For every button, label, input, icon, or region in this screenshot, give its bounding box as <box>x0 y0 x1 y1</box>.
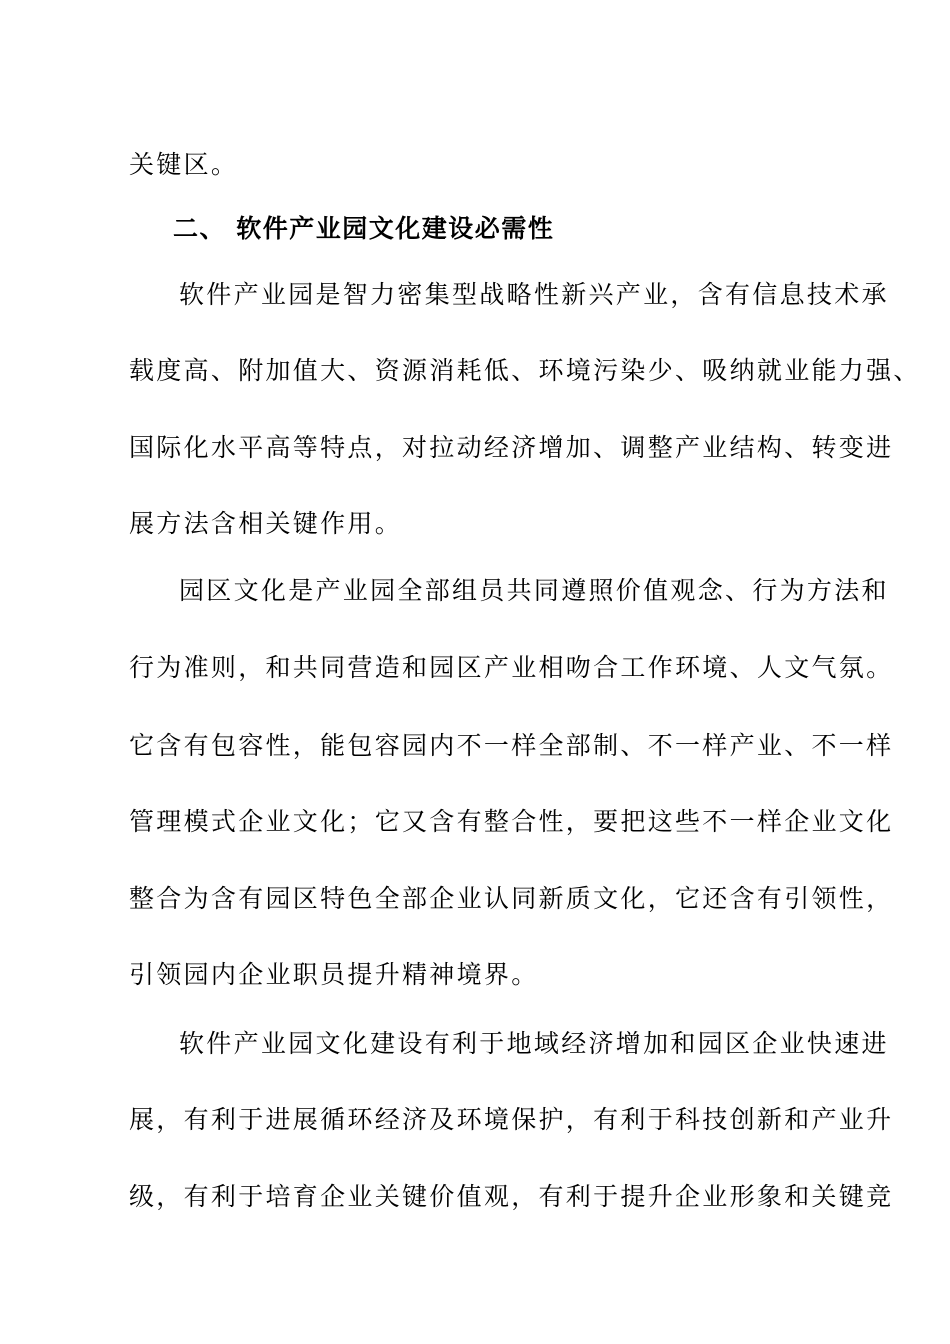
paragraph-1-line-3: 国际化水平高等特点，对拉动经济增加、调整产业结构、转变进 <box>129 433 894 462</box>
paragraph-1-line-2: 载度高、附加值大、资源消耗低、环境污染少、吸纳就业能力强、 <box>129 356 921 385</box>
paragraph-2-line-6: 引领园内企业职员提升精神境界。 <box>129 960 539 989</box>
continuation-text: 关键区。 <box>129 150 239 179</box>
section-heading: 二、 软件产业园文化建设必需性 <box>173 214 555 243</box>
paragraph-3-line-1: 软件产业园文化建设有利于地域经济增加和园区企业快速进 <box>179 1029 889 1058</box>
paragraph-3-line-3: 级，有利于培育企业关键价值观，有利于提升企业形象和关键竞 <box>129 1182 894 1211</box>
paragraph-2-line-1: 园区文化是产业园全部组员共同遵照价值观念、行为方法和 <box>179 576 889 605</box>
paragraph-1-line-4: 展方法含相关键作用。 <box>129 509 403 538</box>
paragraph-2-line-2: 行为准则，和共同营造和园区产业相吻合工作环境、人文气氛。 <box>129 653 894 682</box>
paragraph-2-line-4: 管理模式企业文化；它又含有整合性，要把这些不一样企业文化 <box>129 807 894 836</box>
paragraph-2-line-5: 整合为含有园区特色全部企业认同新质文化，它还含有引领性， <box>129 884 894 913</box>
paragraph-2-line-3: 它含有包容性，能包容园内不一样全部制、不一样产业、不一样 <box>129 731 894 760</box>
paragraph-3-line-2: 展，有利于进展循环经济及环境保护，有利于科技创新和产业升 <box>129 1105 894 1134</box>
paragraph-1-line-1: 软件产业园是智力密集型战略性新兴产业，含有信息技术承 <box>179 280 889 309</box>
